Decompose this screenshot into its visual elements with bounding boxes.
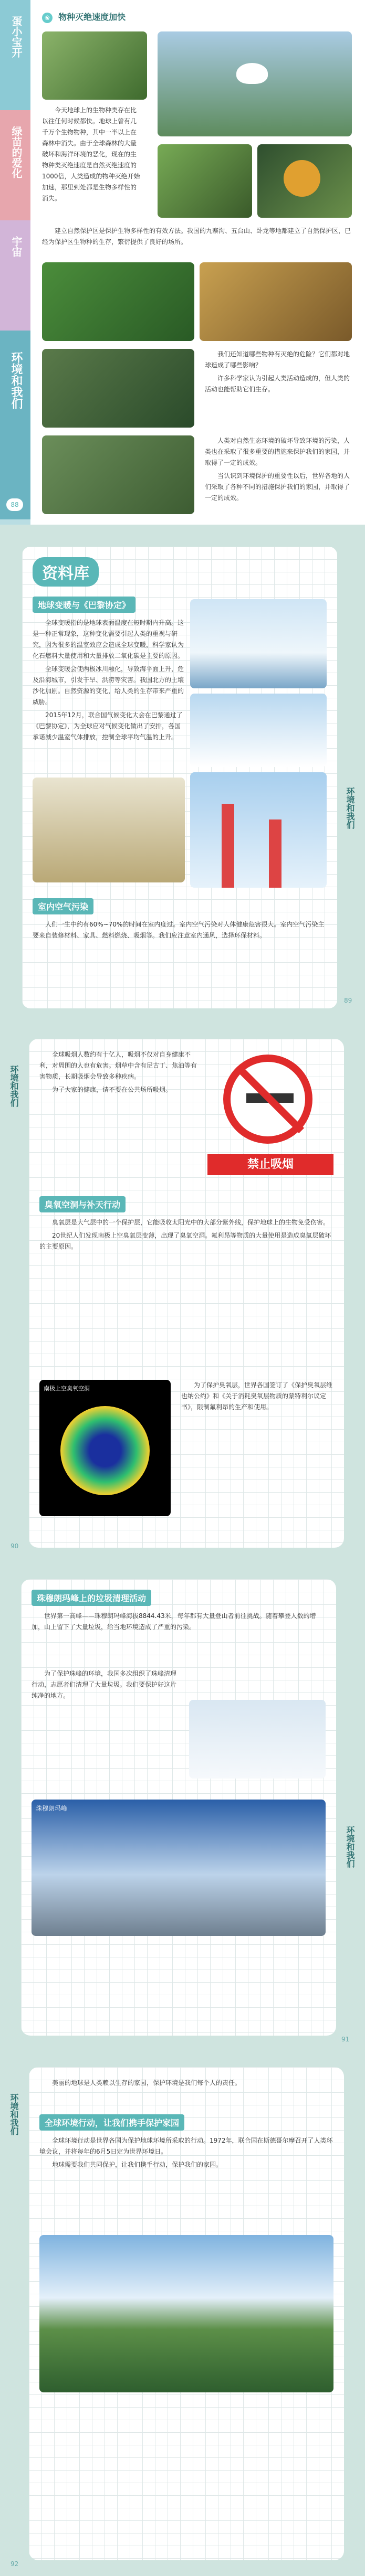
- right-paragraph-1: 我们还知道哪些物种有灭绝的危险？它们都对地球造成了哪些影响？: [205, 350, 350, 369]
- leaf-icon: ❀: [42, 13, 53, 23]
- content-card: [29, 2067, 344, 2560]
- sec-title: 臭氧空洞与补天行动: [39, 1196, 126, 1212]
- ozone-para-2: 20世纪人们发现南极上空臭氧层变薄，出现了臭氧空洞。氟利昂等物质的大量使用是造成臭氧层破坏的主要原因。: [39, 1232, 331, 1250]
- bird-shape: [236, 63, 268, 84]
- side-tab-2[interactable]: [0, 110, 30, 220]
- text-wide: [42, 226, 352, 250]
- content-card: [21, 1579, 336, 2036]
- climbers-photo: [189, 1700, 326, 1779]
- ozone-text-right: [181, 1380, 333, 1415]
- gorilla-photo: [42, 262, 194, 341]
- text-col-right: [205, 349, 352, 397]
- side-label: 环境和我们: [9, 2093, 19, 2135]
- sec-title: 珠穆朗玛峰上的垃圾清理活动: [32, 1590, 151, 1606]
- para-2: 为了大家的健康，请不要在公共场所吸烟。: [52, 1086, 172, 1093]
- monkey-shape: [284, 160, 320, 197]
- desert-photo: [33, 778, 185, 882]
- page-number: 92: [11, 2560, 19, 2568]
- library-header: [33, 557, 99, 587]
- title-text: 物种灭绝速度加快: [58, 12, 126, 22]
- chimney-1: [222, 804, 234, 888]
- no-smoking-label: 禁止吸烟: [207, 1154, 333, 1175]
- chimney-2: [269, 819, 281, 888]
- smoking-text: [39, 1049, 197, 1098]
- side-label: 环境和我们: [345, 787, 355, 829]
- text-col-right-2: [205, 435, 352, 506]
- ozone-photo: [39, 1380, 171, 1516]
- golden-monkey-photo: [200, 262, 352, 341]
- sec-title-wrap: [39, 1196, 126, 1212]
- landscape-photo: [39, 2235, 333, 2392]
- side-tab-3[interactable]: [0, 220, 30, 331]
- sec2-title: 室内空气污染: [33, 898, 93, 914]
- para-1: 全球吸烟人数约有十亿人，吸烟不仅对自身健康不利，对周围的人也有危害。烟草中含有尼古丁、焦油等有害物质，长期吸烟会导致多种疾病。: [39, 1051, 197, 1080]
- sec2-title-wrap: [33, 898, 93, 914]
- library-title: 资料库: [33, 557, 99, 587]
- side-tab-4-label: 环境和我们: [9, 352, 23, 409]
- sec1-text: [33, 618, 185, 745]
- everest-text-top: [32, 1611, 326, 1635]
- ozone-globe: [60, 1406, 150, 1495]
- action-text: [39, 2135, 333, 2173]
- page-number: 91: [341, 2036, 350, 2043]
- page-88: [0, 0, 365, 525]
- page-92: [0, 2051, 365, 2576]
- paragraph-1: 今天地球上的生物种类存在比以往任何时候都快。地球上曾有几千万个生物物种，其中一半以上在森林中消失。由于全球森林的大量破坏和海洋环境的恶化，现在的生物种类灭绝速度是自然灭绝速度的1000倍，人类造成的物种灭绝开始加速，那里到处都是生物多样性的消失。: [42, 107, 140, 202]
- sec1-para-2: 全球变暖会使两极冰川融化，导致海平面上升，危及沿海城市，引发干旱、洪涝等灾害。我国北方的土壤沙化加剧。自然资源的变化，给人类的生存带来严重的威胁。: [33, 665, 184, 706]
- forest-photo-2: [158, 144, 252, 218]
- ice-photo: [190, 599, 327, 688]
- right-paragraph-4: 当认识到环境保护的重要性以后，世界各地的人们采取了各种不同的措施保护我们的家园，并取得了一定的成效。: [205, 472, 350, 502]
- side-tab-1[interactable]: [0, 0, 30, 110]
- page-number: 89: [344, 997, 352, 1004]
- side-label: 环境和我们: [9, 1065, 19, 1107]
- page-89: [0, 525, 365, 1023]
- side-label: 环境和我们: [345, 1826, 355, 1868]
- side-tab-4[interactable]: [0, 331, 30, 519]
- everest-text-left: [32, 1668, 179, 1704]
- ibis-photo: [158, 31, 352, 136]
- intro-para: 美丽的地球是人类赖以生存的家园，保护环境是我们每个人的责任。: [52, 2079, 242, 2087]
- everest-label: 珠穆朗玛峰: [36, 1805, 68, 1812]
- sec1-title-wrap: [33, 597, 135, 613]
- iceberg-photo: [190, 694, 327, 767]
- sec1-para-3: 2015年12月，联合国气候变化大会在巴黎通过了《巴黎协定》，为全球应对气候变化做出了安排，各国承诺减少温室气体排放，控制全球平均气温的上升。: [33, 711, 183, 741]
- side-tab-1-label: 蛋小宝开: [10, 16, 23, 58]
- section-title: [42, 10, 126, 23]
- text-col-left: [42, 105, 142, 206]
- prohibition-circle: [223, 1055, 312, 1144]
- ozone-para-3: 为了保护臭氧层，世界各国签订了《保护臭氧层维也纳公约》和《关于消耗臭氧层物质的蒙特利尔议定书》，限制氟利昂的生产和使用。: [181, 1381, 333, 1411]
- ozone-caption: 南极上空臭氧空洞: [44, 1385, 90, 1392]
- para-2: 地球需要我们共同保护，让我们携手行动，保护我们的家园。: [52, 2161, 223, 2168]
- deer-photo: [42, 349, 194, 428]
- content-card: [29, 1039, 344, 1548]
- no-smoking-sign: [207, 1049, 333, 1180]
- everest-photo: [32, 1800, 326, 1936]
- monkey-photo: [257, 144, 352, 218]
- para-2: 为了保护珠峰的环境，我国多次组织了珠峰清理行动，志愿者们清理了大量垃圾。我们要保护好这片纯净的地方。: [32, 1670, 177, 1699]
- ozone-text-top: [39, 1217, 333, 1254]
- sec-title-wrap: [32, 1590, 151, 1606]
- ozone-para-1: 臭氧层是大气层中的一个保护层，它能吸收太阳光中的大部分紫外线，保护地球上的生物免受伤害。: [52, 1219, 330, 1226]
- page-number: 88: [6, 498, 23, 511]
- sec2-text: [33, 919, 327, 943]
- sec1-para-1: 全球变暖指的是地球表面温度在短时期内升高。这是一种正常现象，这种变化需要引起人类的重视与研究，因为很多的温室效应会造成全球变暖，科学家认为化石燃料大量使用和大量排放二氧化碳是主要的原因。: [33, 619, 184, 659]
- left-tab-strip: [0, 0, 30, 525]
- sec2-para-1: 人们一生中约有60%~70%的时间在室内度过。室内空气污染对人体健康危害很大。室内空气污染主要来自装修材料、家具、燃料燃烧、吸烟等。我们应注意室内通风，选择环保材料。: [33, 921, 325, 939]
- reserve-photo: [42, 435, 194, 514]
- intro-text: [39, 2078, 333, 2091]
- sec-title: 全球环境行动，让我们携手保护家园: [39, 2114, 184, 2131]
- sec1-title: 地球变暖与《巴黎协定》: [33, 597, 135, 613]
- para-1: 全球环境行动是世界各国为保护地球环境所采取的行动。1972年，联合国在斯德哥尔摩召开了人类环境会议，并将每年的6月5日定为世界环境日。: [39, 2137, 333, 2155]
- page-91: [0, 1563, 365, 2051]
- right-paragraph-3: 人类对自然生态环境的破坏导致环境的污染，人类也在采取了很多重要的措施来保护我们的家园，并取得了一定的成效。: [205, 437, 350, 466]
- para-1: 世界第一高峰——珠穆朗玛峰海拔8844.43米，每年都有大量登山者前往挑战。随着攀登人数的增加，山上留下了大量垃圾，给当地环境造成了严重的污染。: [32, 1612, 316, 1631]
- forest-photo: [42, 31, 147, 100]
- side-tab-2-label: 绿苗的爱化: [10, 126, 23, 178]
- page-90: [0, 1023, 365, 1563]
- side-tab-3-label: 宇宙: [10, 236, 23, 257]
- content-card: [21, 546, 338, 1009]
- paragraph-2: 建立自然保护区是保护生物多样性的有效方法。我国的九寨沟、五台山、卧龙等地都建立了自然保护区，已经为保护区生物种的生存，繁衍提供了良好的场所。: [42, 227, 351, 246]
- page-number: 90: [11, 1542, 19, 1550]
- right-paragraph-2: 许多科学家认为引起人类活动造成的，但人类的活动也能帮助它们生存。: [205, 375, 350, 393]
- chimney-photo: [190, 772, 327, 888]
- sec-title-wrap: [39, 2114, 184, 2131]
